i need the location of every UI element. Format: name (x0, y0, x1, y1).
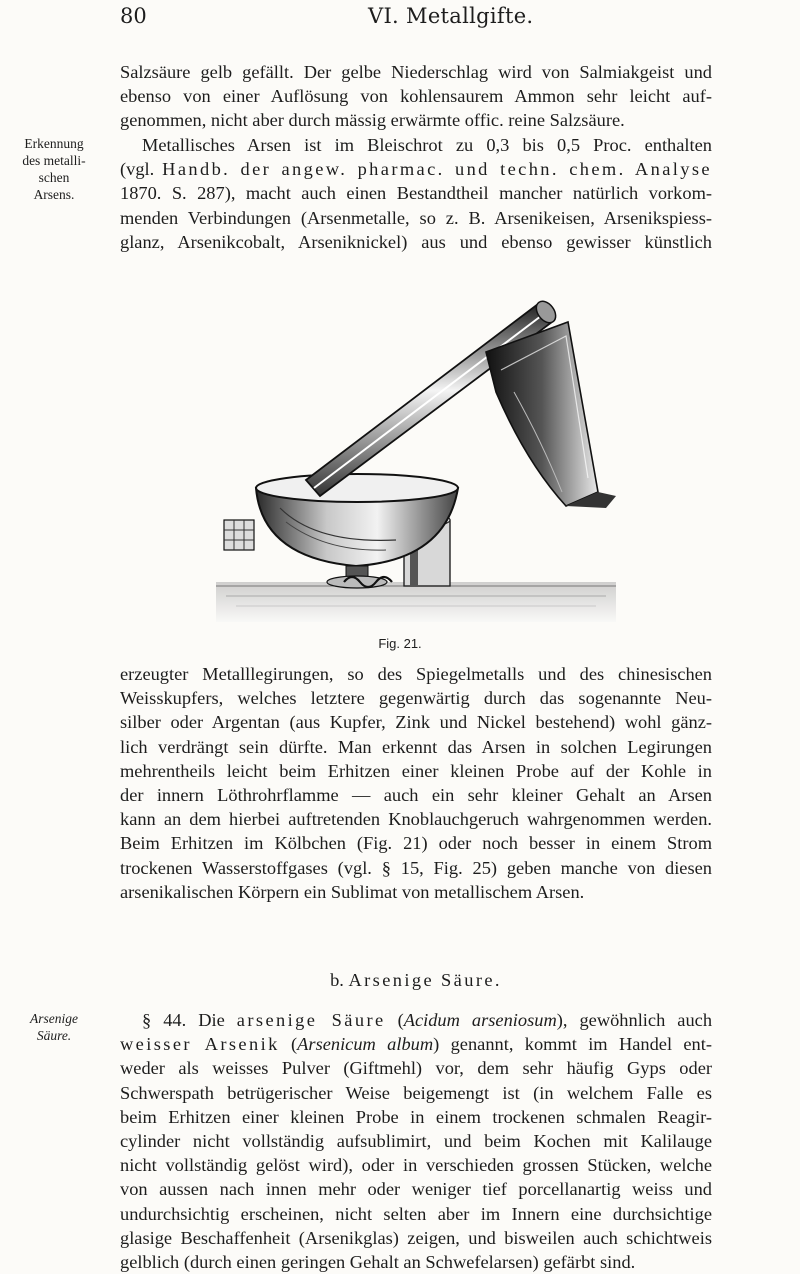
text-line: 1870. S. 287), macht auch einen Bestandtheil mancher natürlich vorkom- (120, 183, 712, 204)
latin-name: Arsenicum album (297, 1034, 434, 1055)
margin-note-line: Arsenige (30, 1011, 78, 1026)
table-surface (216, 582, 616, 622)
section-title: Arsenige Säure. (348, 970, 502, 990)
handbook-reference: Handb. der angew. pharmac. und techn. chem. Analyse (162, 159, 712, 180)
text-line: Salzsäure gelb gefällt. Der gelbe Niederschlag wird von Salmiakgeist und (120, 62, 712, 82)
paragraph-alloys (120, 662, 712, 904)
text-line: der innern Löthrohrflamme — auch ein sehr kleiner Gehalt an Arsen (120, 784, 712, 805)
text-fragment: ( (279, 1034, 298, 1055)
text-line: kann an dem hierbei auftretenden Knoblauchgeruch wahrgenommen werden. (120, 809, 712, 830)
text-line: glasige Beschaffenheit (Arsenikglas) zeigen, und bisweilen auch schichtweis (120, 1227, 712, 1248)
text-line: lich verdrängt sein dürfte. Man erkennt das Arsen in solchen Legirungen (120, 736, 712, 757)
text-line: menden Verbindungen (Arsenmetalle, so z. B. Arsenikeisen, Arsenikspiess- (120, 207, 712, 228)
margin-note-line: Arsens. (33, 187, 75, 202)
paragraph-metallic-arsenic (120, 133, 712, 254)
margin-note-line: schen (38, 170, 70, 185)
text-fragment: § 44. Die (142, 1010, 237, 1030)
text-line: glanz, Arsenikcobalt, Arseniknickel) aus und ebenso gewisser künstlich (120, 231, 712, 252)
text-line: von aussen nach innen mehr oder weniger tief porcellanartig weiss und (120, 1179, 712, 1200)
blowpipe-flame (486, 322, 616, 508)
text-line: Schwerspath betrügerischer Weise beigemengt ist (in welchem Falle es (120, 1082, 712, 1103)
margin-note-line: Erkennung (24, 136, 84, 151)
text-line (120, 1008, 712, 1032)
text-line: undurchsichtig erscheinen, nicht selten aber im Innern eine durchsichtige (120, 1203, 712, 1224)
section-letter: b. (330, 970, 344, 990)
text-line (120, 1032, 712, 1056)
text-line: Weisskupfers, welches letztere gegenwärtig durch das sogenannte Neu- (120, 688, 712, 709)
text-line: Beim Erhitzen im Kölbchen (Fig. 21) oder noch besser in einem Strom (120, 833, 712, 854)
text-line: ebenso von einer Auflösung von kohlensaurem Ammon sehr leicht auf- (120, 86, 712, 107)
text-line: cylinder nicht vollständig aufsublimirt, und beim Kochen mit Kalilauge (120, 1130, 712, 1151)
text-line: trockenen Wasserstoffgases (vgl. § 15, Fig. 25) geben manche von diesen (120, 857, 712, 878)
text-line: gelblich (durch einen geringen Gehalt an Schwefelarsen) gefärbt sind. (120, 1251, 636, 1272)
text-fragment: ( (385, 1010, 404, 1030)
term-arsenige-saeure: arsenige Säure (236, 1010, 386, 1030)
text-fragment: ), gewöhnlich auch (556, 1010, 713, 1030)
paragraph-continuation (120, 60, 712, 133)
latin-name: Acidum arseniosum (403, 1010, 557, 1030)
margin-note-line: Säure. (36, 1028, 72, 1043)
text-fragment: ) genannt, kommt im Handel ent- (433, 1034, 712, 1055)
text-line: nicht vollständig gelöst wird), oder in verschieden grossen Stücken, welche (120, 1155, 712, 1176)
term-weisser-arsenik: weisser Arsenik (120, 1034, 280, 1055)
text-line: genommen, nicht aber durch mässig erwärmte offic. reine Salzsäure. (120, 110, 625, 131)
text-line: arsenikalischen Körpern ein Sublimat von metallischem Arsen. (120, 881, 585, 902)
text-line: silber oder Argentan (aus Kupfer, Zink und Nickel bestehend) wohl gänz- (120, 712, 712, 733)
margin-note-arsenous-acid (0, 1010, 108, 1044)
text-line: beim Erhitzen einer kleinen Probe in einem trockenen schmalen Reagir- (120, 1106, 712, 1127)
text-fragment: (vgl. (120, 159, 163, 180)
margin-note-line: des metalli- (22, 153, 86, 168)
paragraph-arsenous-acid (120, 1008, 712, 1274)
figure-illustration (196, 282, 636, 632)
text-line: weder als weisses Pulver (Giftmehl) vor, dem sehr häufig Gyps oder (120, 1058, 712, 1079)
page-number: 80 (120, 4, 147, 28)
text-line: erzeugter Metalllegirungen, so des Spiegelmetalls und des chinesischen (120, 664, 712, 684)
text-line (120, 157, 712, 181)
chapter-title: VI. Metallgifte. (368, 4, 534, 28)
text-line: Metallisches Arsen ist im Bleischrot zu 0,3 bis 0,5 Proc. enthalten (142, 135, 712, 155)
wire-rack (224, 520, 254, 550)
figure-caption: Fig. 21. (378, 636, 422, 651)
text-line: mehrentheils leicht beim Erhitzen einer kleinen Probe auf der Kohle in (120, 760, 712, 781)
margin-note-recognition (0, 135, 108, 203)
section-heading (120, 970, 712, 991)
